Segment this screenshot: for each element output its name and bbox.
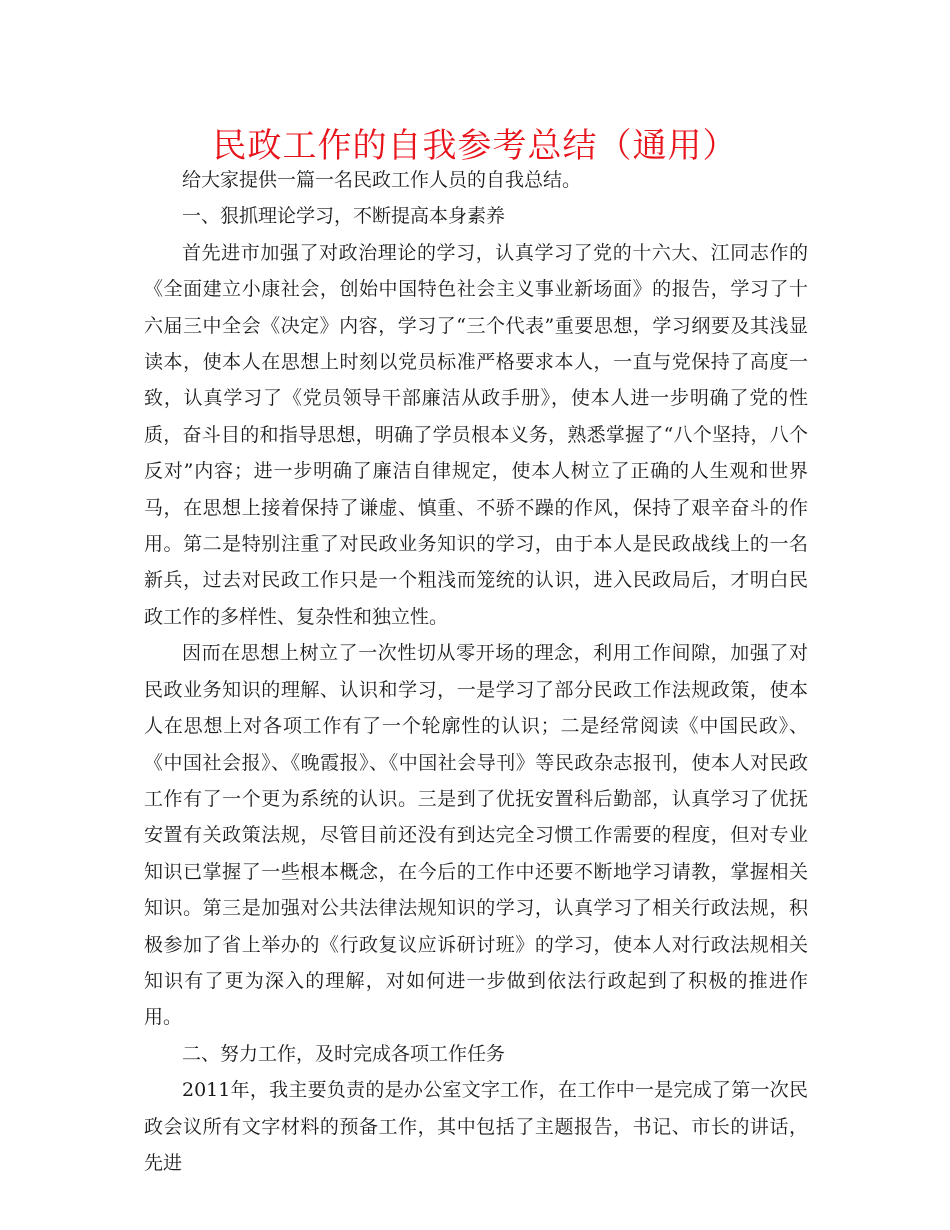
section-heading-1: 一、狠抓理论学习，不断提高本身素养	[182, 205, 506, 228]
section-heading-2: 二、努力工作，及时完成各项工作任务	[182, 1042, 506, 1065]
document-title: 民政工作的自我参考总结（通用）	[212, 126, 738, 166]
intro-paragraph: 给大家提供一篇一名民政工作人员的自我总结。	[182, 169, 582, 191]
body-paragraph: 因而在思想上树立了一次性切从零开场的理念，利用工作间隙，加强了对民政业务知识的理解、认识和学习，一是学习了部分民政工作法规政策，使本人在思想上对各项工作有了一个轮廓性的认识；二是经常阅读《中国民政》、《中国社会报》、《晚霞报》、《中国社会导刊》等民政杂志报刊，使本人对民政工作有了一个更为系统的认识。三是到了优抚安置科后勤部，认真学习了优抚安置有关政策法规，尽管目前还没有到达完全习惯工作需要的程度，但对专业知识已掌握了一些根本概念，在今后的工作中还要不断地学习请教，掌握相关知识。第三是加强对公共法律法规知识的学习，认真学习了相关行政法规，积极参加了省上举办的《行政复议应诉研讨班》的学习，使本人对行政法规相关知识有了更为深入的理解，对如何进一步做到依法行政起到了积极的推进作用。	[144, 642, 808, 1029]
document-body	[144, 162, 808, 1181]
body-paragraph: 2011年，我主要负责的是办公室文字工作，在工作中一是完成了第一次民政会议所有文字材料的预备工作，其中包括了主题报告，书记、市长的讲话，先进	[144, 1079, 808, 1174]
body-paragraph: 首先进市加强了对政治理论的学习，认真学习了党的十六大、江同志作的《全面建立小康社会，创始中国特色社会主义事业新场面》的报告，学习了十六届三中全会《决定》内容，学习了“三个代表”重要思想，学习纲要及其浅显读本，使本人在思想上时刻以党员标准严格要求本人，一直与党保持了高度一致，认真学习了《党员领导干部廉洁从政手册》，使本人进一步明确了党的性质，奋斗目的和指导思想，明确了学员根本义务，熟悉掌握了“八个坚持，八个反对”内容；进一步明确了廉洁自律规定，使本人树立了正确的人生观和世界马，在思想上接着保持了谦虚、慎重、不骄不躁的作风，保持了艰辛奋斗的作用。第二是特别注重了对民政业务知识的学习，由于本人是民政战线上的一名新兵，过去对民政工作只是一个粗浅而笼统的认识，进入民政局后，才明白民政工作的多样性、复杂性和独立性。	[144, 241, 808, 628]
